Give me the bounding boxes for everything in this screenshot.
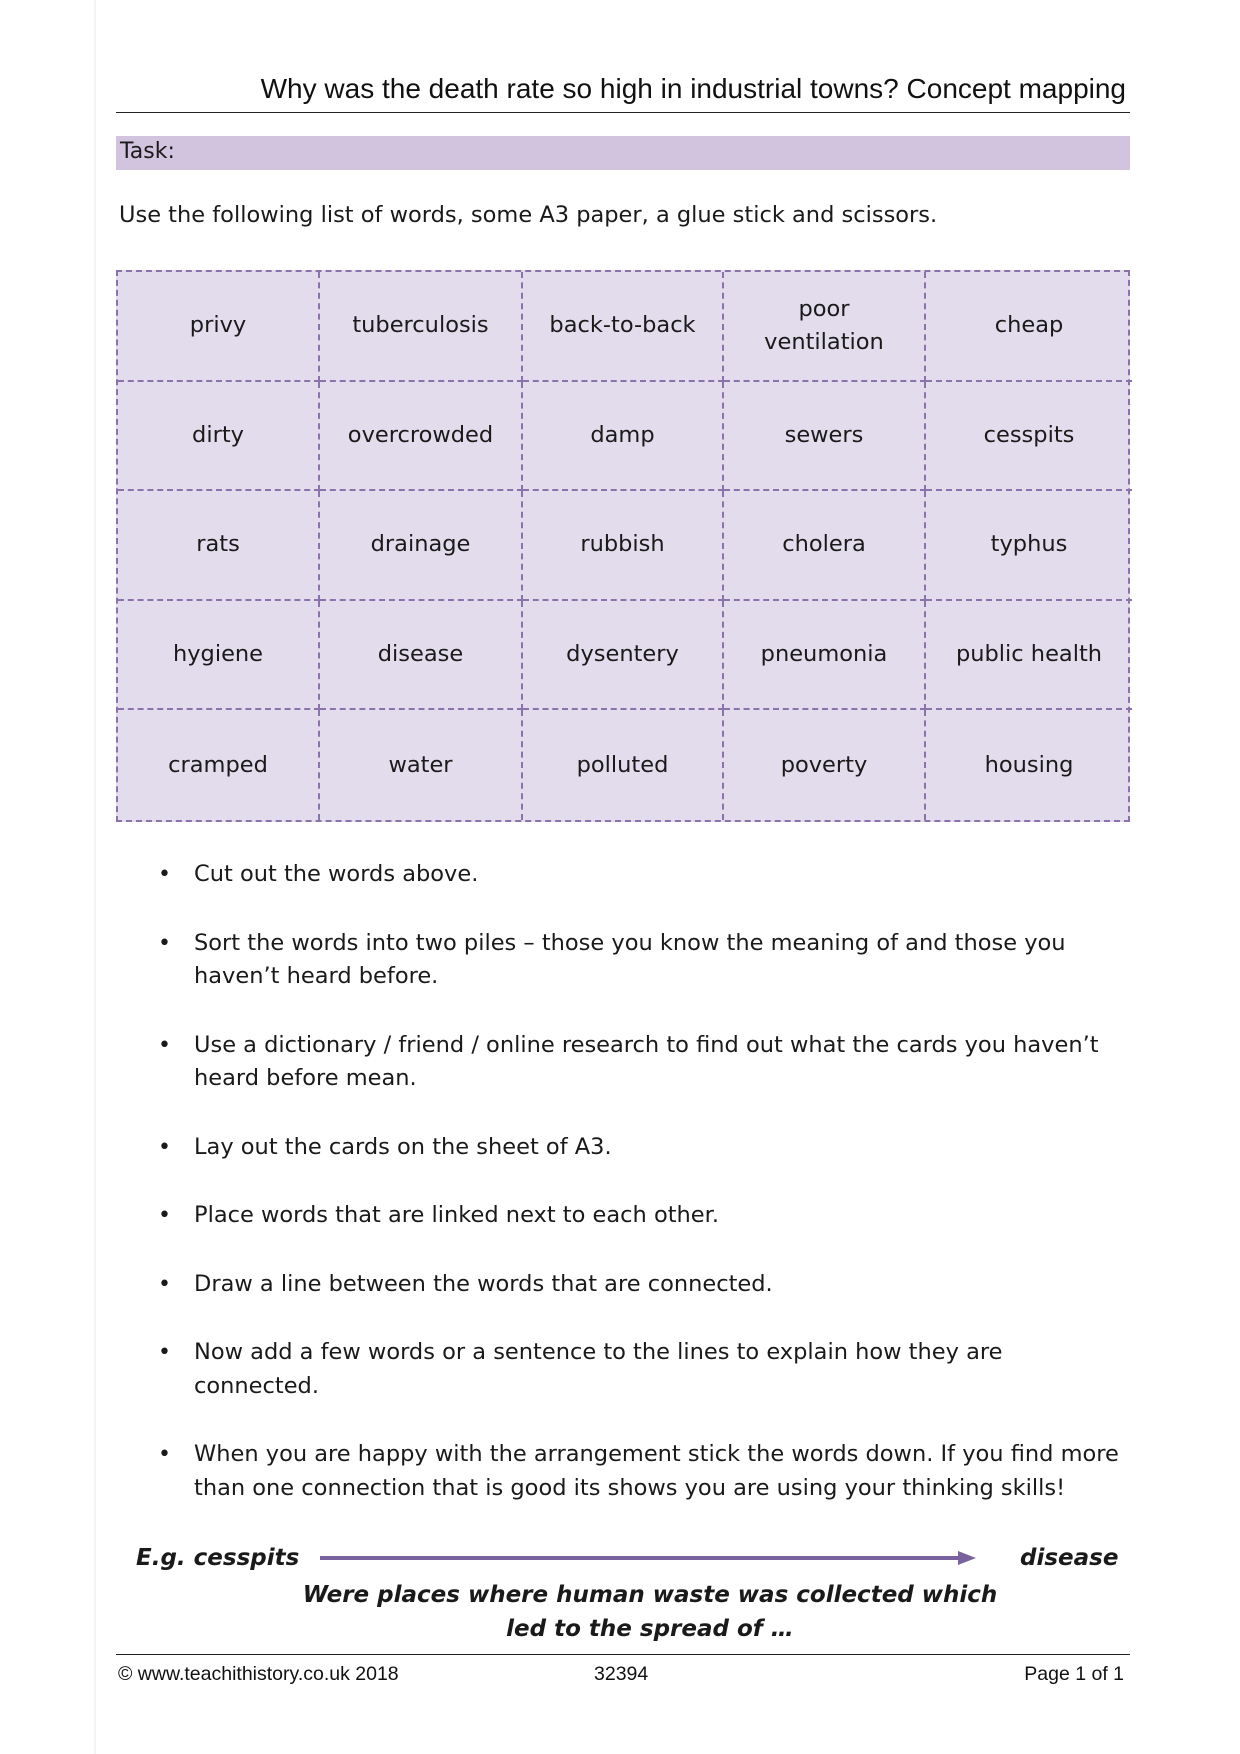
bullet-marker: • <box>158 930 171 956</box>
word-card: poverty <box>724 710 926 820</box>
task-label: Task: <box>120 139 175 164</box>
word-card: tuberculosis <box>320 272 523 382</box>
footer-resource-code: 32394 <box>594 1663 649 1685</box>
instruction-item <box>116 1268 1130 1302</box>
bullet-marker: • <box>158 862 171 887</box>
footer-page-number: Page 1 of 1 <box>1024 1663 1124 1685</box>
word-card: rubbish <box>523 491 724 601</box>
word-card: drainage <box>320 491 523 601</box>
instruction-text: Now add a few words or a sentence to the lines to explain how they are connected. <box>194 1339 1003 1399</box>
example-caption: Were places where human waste was collected which led to the spread of … <box>302 1582 998 1642</box>
word-card: cheap <box>926 272 1132 382</box>
instruction-item <box>116 927 1130 994</box>
word-card: cholera <box>724 491 926 601</box>
instruction-text: Lay out the cards on the sheet of A3. <box>194 1133 612 1160</box>
bullet-marker: • <box>158 1032 171 1058</box>
word-card: poor ventilation <box>724 272 926 382</box>
word-card: overcrowded <box>320 382 523 492</box>
instruction-item <box>116 1131 1130 1165</box>
instruction-text: Draw a line between the words that are connected. <box>194 1270 773 1297</box>
example-arrow <box>320 1548 980 1568</box>
instruction-item <box>116 1029 1130 1096</box>
word-card: sewers <box>724 382 926 492</box>
word-card: cesspits <box>926 382 1132 492</box>
word-card: hygiene <box>118 601 320 711</box>
instruction-text: Cut out the words above. <box>194 861 479 887</box>
word-card: dysentery <box>523 601 724 711</box>
word-card: rats <box>118 491 320 601</box>
instruction-list <box>116 858 1130 1540</box>
footer-copyright: © www.teachithistory.co.uk 2018 <box>118 1663 399 1685</box>
page-header <box>116 68 1130 113</box>
example-start-word: E.g. cesspits <box>136 1545 300 1571</box>
page-footer <box>116 1654 1130 1695</box>
word-card: disease <box>320 601 523 711</box>
bullet-marker: • <box>158 1203 171 1228</box>
instruction-item <box>116 858 1130 892</box>
instruction-item <box>116 1438 1130 1505</box>
word-card-grid <box>116 270 1130 822</box>
intro-text: Use the following list of words, some A3 paper, a glue stick and scissors. <box>119 202 938 228</box>
word-card: pneumonia <box>724 601 926 711</box>
instruction-item <box>116 1336 1130 1403</box>
instruction-item <box>116 1199 1130 1233</box>
word-card: polluted <box>523 710 724 820</box>
word-card: dirty <box>118 382 320 492</box>
instruction-text: Sort the words into two piles – those you know the meaning of and those you haven’t heard before. <box>194 929 1066 989</box>
word-card: typhus <box>926 491 1132 601</box>
word-card: housing <box>984 751 1074 778</box>
word-card: cramped <box>118 710 320 820</box>
instruction-text: Place words that are linked next to each other. <box>194 1202 719 1228</box>
word-card: back-to-back <box>523 272 724 382</box>
bullet-marker: • <box>158 1271 171 1297</box>
bullet-marker: • <box>158 1442 171 1467</box>
task-bar <box>116 136 1130 170</box>
page-edge <box>94 0 96 1754</box>
word-card: damp <box>523 382 724 492</box>
bullet-marker: • <box>158 1134 171 1160</box>
instruction-text: Use a dictionary / friend / online research to find out what the cards you haven’t heard before mean. <box>194 1031 1099 1091</box>
word-card: public health <box>926 601 1132 711</box>
bullet-marker: • <box>158 1340 171 1365</box>
word-card: privy <box>118 272 320 382</box>
example-end-word: disease <box>1020 1545 1119 1571</box>
word-card: water <box>320 710 523 820</box>
instruction-text: When you are happy with the arrangement stick the words down. If you find more than one connection that is good its shows you are using your thinking skills! <box>194 1441 1119 1501</box>
page-title: Why was the death rate so high in industrial towns? Concept mapping <box>260 73 1126 104</box>
